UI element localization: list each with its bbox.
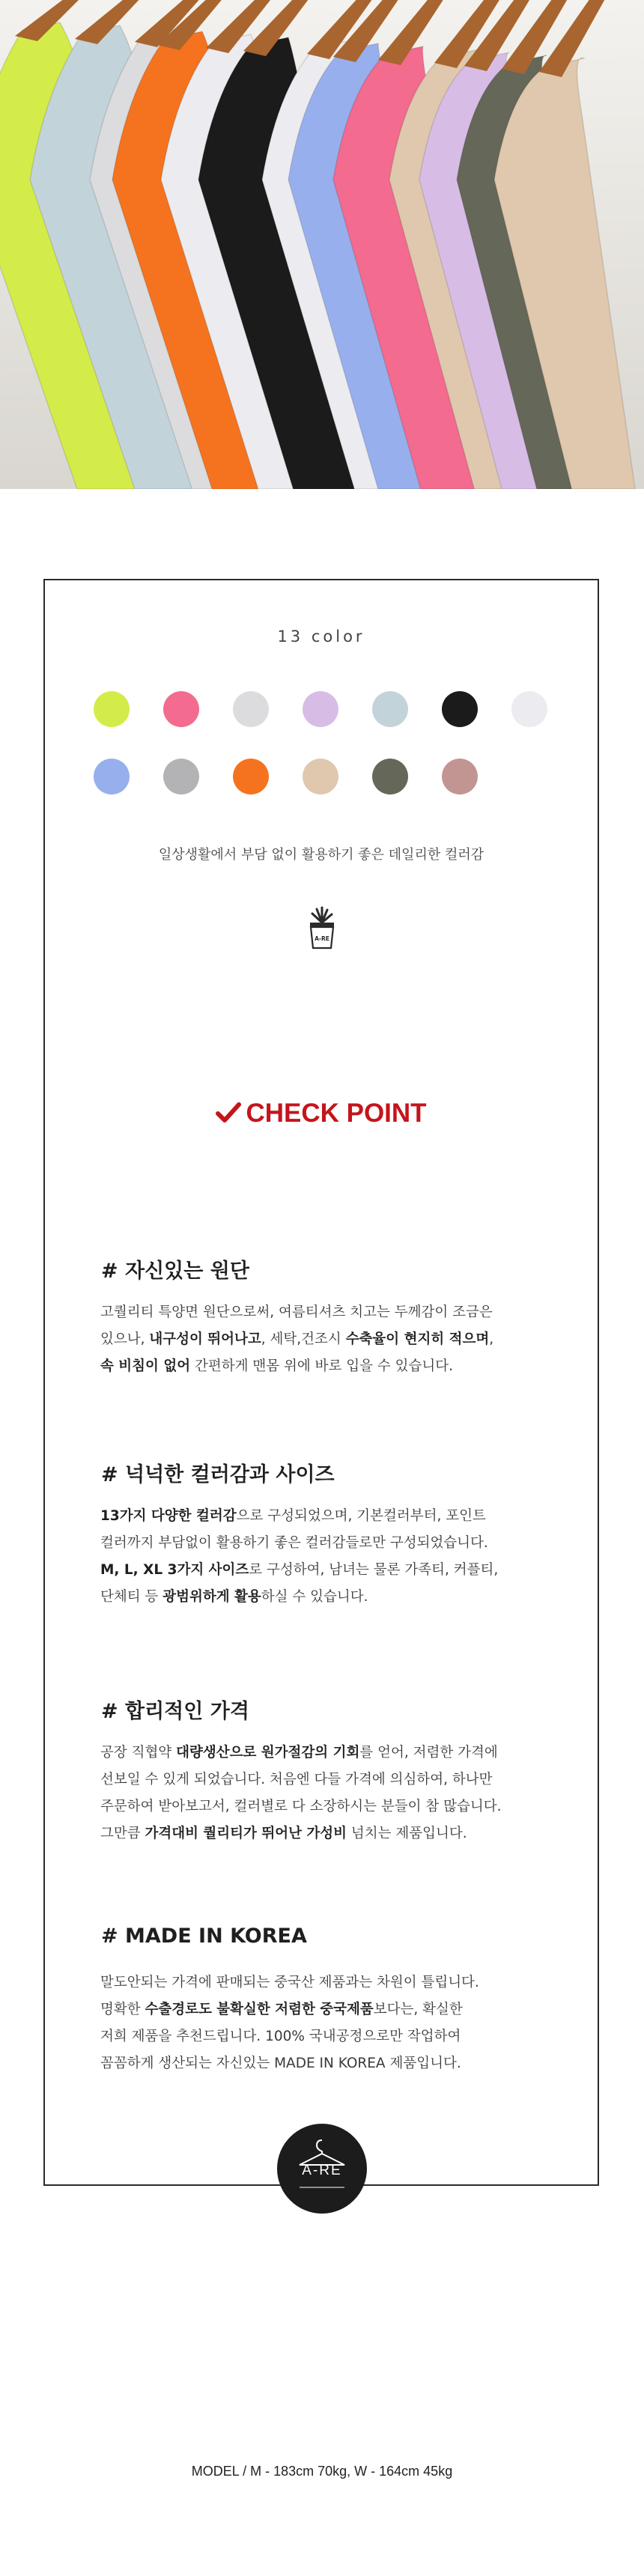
section-body-price [100, 1740, 565, 1847]
color-swatch-lime [94, 691, 130, 727]
color-swatch-rose-brown [442, 759, 478, 795]
body-line: M, L, XL 3가지 사이즈로 구성하여, 남녀는 물론 가족티, 커플티, [100, 1562, 499, 1578]
color-swatch-lavender [303, 691, 338, 727]
body-line: 주문하여 받아보고서, 컬러별로 다 소장하시는 분들이 참 많습니다. [100, 1799, 502, 1814]
checkmark-icon [216, 1102, 241, 1124]
body-line: 말도안되는 가격에 판매되는 중국산 제품과는 차원이 틀립니다. [100, 1975, 479, 1990]
pot-label: A-RE [315, 935, 329, 942]
color-swatch-mint-gray [372, 691, 408, 727]
body-line: 13가지 다양한 컬러감으로 구성되었으며, 기본컬러부터, 포인트 [100, 1508, 486, 1524]
body-line: 있으나, 내구성이 뛰어나고, 세탁,건조시 수축율이 현지히 적으며, [100, 1331, 494, 1347]
color-tagline: 일상생활에서 부담 없이 활용하기 좋은 데일리한 컬러감 [158, 847, 484, 863]
body-line: 꼼꼼하게 생산되는 자신있는 MADE IN KOREA 제품입니다. [100, 2056, 461, 2071]
color-swatch-orange [233, 759, 269, 795]
color-swatch-beige [303, 759, 338, 795]
check-point-text: CHECK POINT [246, 1099, 427, 1128]
body-line: 고퀄리티 특양면 원단으로써, 여름티셔츠 치고는 두께감이 조금은 [100, 1304, 493, 1320]
hero-photo-shirts [0, 0, 644, 489]
color-swatch-gray [163, 759, 199, 795]
check-point-heading [45, 1099, 598, 1128]
body-line: 공장 직협약 대량생산으로 원가절감의 기회를 얻어, 저렴한 가격에 [100, 1745, 498, 1761]
body-line: 명확한 수출경로도 불확실한 저렴한 중국제품보다는, 확실한 [100, 2002, 463, 2017]
section-body-made-in-korea [100, 1969, 565, 2077]
model-info: MODEL / M - 183cm 70kg, W - 164cm 45kg [191, 2464, 453, 2479]
brand-logo [277, 2124, 367, 2214]
body-line: 단체티 등 광범위하게 활용하실 수 있습니다. [100, 1589, 368, 1605]
section-title-made-in-korea: # MADE IN KOREA [101, 1925, 307, 1948]
plant-pot-icon [303, 906, 341, 951]
body-line: 속 비침이 없어 간편하게 맨몸 위에 바로 입을 수 있습니다. [100, 1358, 453, 1374]
logo-text: A-RE [302, 2163, 342, 2178]
hangers-illustration [0, 0, 644, 489]
section-body-fabric [100, 1299, 565, 1380]
section-title-price: # 합리적인 가격 [101, 1700, 249, 1723]
color-count-label: 13 color [277, 628, 365, 645]
color-swatch-black [442, 691, 478, 727]
section-title-colors-sizes: # 넉넉한 컬러감과 사이즈 [101, 1463, 335, 1486]
color-swatch-khaki [372, 759, 408, 795]
body-line: 컬러까지 부담없이 활용하기 좋은 컬러감들로만 구성되었습니다. [100, 1535, 488, 1551]
body-line: 선보일 수 있게 되었습니다. 처음엔 다들 가격에 의심하여, 하나만 [100, 1772, 493, 1787]
color-swatch-pink [163, 691, 199, 727]
color-swatch-white [511, 691, 547, 727]
product-info-card [43, 579, 599, 2186]
color-swatch-light-gray [233, 691, 269, 727]
section-title-fabric: # 자신있는 원단 [101, 1260, 249, 1283]
body-line: 그만큼 가격대비 퀄리티가 뛰어난 가성비 넘치는 제품입니다. [100, 1826, 467, 1841]
color-swatch-sky-blue [94, 759, 130, 795]
body-line: 저희 제품을 추천드립니다. 100% 국내공정으로만 작업하여 [100, 2029, 461, 2044]
section-body-colors-sizes [100, 1503, 565, 1611]
